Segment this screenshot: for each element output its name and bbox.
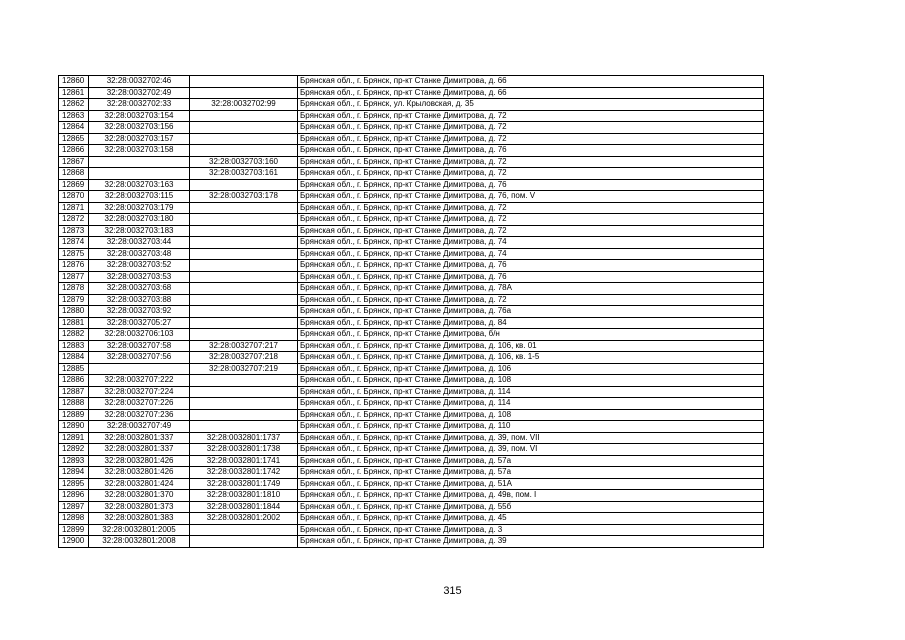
row-number-cell: 12865 <box>59 133 89 145</box>
address-cell: Брянская обл., г. Брянск, пр-кт Станке Димитрова, д. 76 <box>298 260 764 272</box>
table-row <box>59 99 764 111</box>
table-row <box>59 352 764 364</box>
address-cell: Брянская обл., г. Брянск, пр-кт Станке Димитрова, д. 45 <box>298 513 764 525</box>
cadastral-number-cell: 32:28:0032706:103 <box>89 329 190 341</box>
cadastral-number-cell: 32:28:0032703:53 <box>89 271 190 283</box>
table-row <box>59 237 764 249</box>
related-cadastral-number-cell <box>190 76 298 88</box>
cadastral-number-cell: 32:28:0032801:337 <box>89 444 190 456</box>
row-number-cell: 12898 <box>59 513 89 525</box>
cadastral-number-cell: 32:28:0032703:183 <box>89 225 190 237</box>
cadastral-number-cell: 32:28:0032707:56 <box>89 352 190 364</box>
related-cadastral-number-cell <box>190 524 298 536</box>
related-cadastral-number-cell <box>190 260 298 272</box>
related-cadastral-number-cell <box>190 536 298 548</box>
related-cadastral-number-cell <box>190 329 298 341</box>
cadastral-number-cell: 32:28:0032707:224 <box>89 386 190 398</box>
table-row <box>59 363 764 375</box>
cadastral-number-cell: 32:28:0032707:236 <box>89 409 190 421</box>
row-number-cell: 12877 <box>59 271 89 283</box>
row-number-cell: 12867 <box>59 156 89 168</box>
row-number-cell: 12872 <box>59 214 89 226</box>
row-number-cell: 12880 <box>59 306 89 318</box>
address-cell: Брянская обл., г. Брянск, пр-кт Станке Димитрова, д. 76 <box>298 271 764 283</box>
address-cell: Брянская обл., г. Брянск, пр-кт Станке Димитрова, д. 72 <box>298 168 764 180</box>
table-row <box>59 524 764 536</box>
table-row <box>59 271 764 283</box>
row-number-cell: 12883 <box>59 340 89 352</box>
row-number-cell: 12900 <box>59 536 89 548</box>
cadastral-number-cell <box>89 363 190 375</box>
address-cell: Брянская обл., г. Брянск, пр-кт Станке Димитрова, д. 110 <box>298 421 764 433</box>
cadastral-number-cell: 32:28:0032801:424 <box>89 478 190 490</box>
cadastral-number-cell <box>89 168 190 180</box>
cadastral-number-cell: 32:28:0032703:115 <box>89 191 190 203</box>
table-row <box>59 191 764 203</box>
page-number: 315 <box>443 585 462 597</box>
table-row <box>59 145 764 157</box>
cadastral-number-cell: 32:28:0032707:49 <box>89 421 190 433</box>
table-row <box>59 409 764 421</box>
row-number-cell: 12881 <box>59 317 89 329</box>
row-number-cell: 12888 <box>59 398 89 410</box>
address-cell: Брянская обл., г. Брянск, пр-кт Станке Димитрова, д. 66 <box>298 76 764 88</box>
table-row <box>59 283 764 295</box>
table-row <box>59 202 764 214</box>
address-cell: Брянская обл., г. Брянск, пр-кт Станке Димитрова, д. 39 <box>298 536 764 548</box>
cadastral-number-cell: 32:28:0032801:373 <box>89 501 190 513</box>
row-number-cell: 12879 <box>59 294 89 306</box>
address-cell: Брянская обл., г. Брянск, пр-кт Станке Димитрова, д. 78А <box>298 283 764 295</box>
related-cadastral-number-cell <box>190 409 298 421</box>
related-cadastral-number-cell: 32:28:0032702:99 <box>190 99 298 111</box>
related-cadastral-number-cell <box>190 375 298 387</box>
related-cadastral-number-cell <box>190 110 298 122</box>
related-cadastral-number-cell <box>190 306 298 318</box>
cadastral-number-cell <box>89 156 190 168</box>
row-number-cell: 12873 <box>59 225 89 237</box>
address-cell: Брянская обл., г. Брянск, пр-кт Станке Димитрова, д. 76 <box>298 145 764 157</box>
table-row <box>59 513 764 525</box>
table-row <box>59 455 764 467</box>
row-number-cell: 12863 <box>59 110 89 122</box>
address-cell: Брянская обл., г. Брянск, пр-кт Станке Димитрова, д. 74 <box>298 248 764 260</box>
address-cell: Брянская обл., г. Брянск, пр-кт Станке Димитрова, д. 51А <box>298 478 764 490</box>
cadastral-number-cell: 32:28:0032703:68 <box>89 283 190 295</box>
cadastral-number-cell: 32:28:0032702:46 <box>89 76 190 88</box>
registry-table-body <box>59 76 764 548</box>
related-cadastral-number-cell <box>190 271 298 283</box>
address-cell: Брянская обл., г. Брянск, пр-кт Станке Димитрова, д. 72 <box>298 294 764 306</box>
address-cell: Брянская обл., г. Брянск, пр-кт Станке Димитрова, д. 72 <box>298 122 764 134</box>
address-cell: Брянская обл., г. Брянск, пр-кт Станке Димитрова, д. 72 <box>298 156 764 168</box>
related-cadastral-number-cell: 32:28:0032801:2002 <box>190 513 298 525</box>
related-cadastral-number-cell: 32:28:0032801:1749 <box>190 478 298 490</box>
table-row <box>59 214 764 226</box>
row-number-cell: 12876 <box>59 260 89 272</box>
cadastral-number-cell: 32:28:0032703:180 <box>89 214 190 226</box>
row-number-cell: 12895 <box>59 478 89 490</box>
cadastral-number-cell: 32:28:0032703:48 <box>89 248 190 260</box>
row-number-cell: 12875 <box>59 248 89 260</box>
cadastral-number-cell: 32:28:0032703:163 <box>89 179 190 191</box>
row-number-cell: 12899 <box>59 524 89 536</box>
cadastral-number-cell: 32:28:0032705:27 <box>89 317 190 329</box>
related-cadastral-number-cell: 32:28:0032801:1810 <box>190 490 298 502</box>
table-row <box>59 375 764 387</box>
cadastral-number-cell: 32:28:0032801:383 <box>89 513 190 525</box>
address-cell: Брянская обл., г. Брянск, пр-кт Станке Димитрова, д. 114 <box>298 386 764 398</box>
row-number-cell: 12861 <box>59 87 89 99</box>
address-cell: Брянская обл., г. Брянск, пр-кт Станке Димитрова, б/н <box>298 329 764 341</box>
address-cell: Брянская обл., г. Брянск, пр-кт Станке Димитрова, д. 106 <box>298 363 764 375</box>
cadastral-number-cell: 32:28:0032801:370 <box>89 490 190 502</box>
related-cadastral-number-cell <box>190 225 298 237</box>
table-row <box>59 110 764 122</box>
row-number-cell: 12885 <box>59 363 89 375</box>
address-cell: Брянская обл., г. Брянск, пр-кт Станке Димитрова, д. 72 <box>298 214 764 226</box>
row-number-cell: 12887 <box>59 386 89 398</box>
address-cell: Брянская обл., г. Брянск, пр-кт Станке Димитрова, д. 72 <box>298 202 764 214</box>
address-cell: Брянская обл., г. Брянск, ул. Крыловская, д. 35 <box>298 99 764 111</box>
row-number-cell: 12869 <box>59 179 89 191</box>
address-cell: Брянская обл., г. Брянск, пр-кт Станке Димитрова, д. 39, пом. VI <box>298 444 764 456</box>
related-cadastral-number-cell <box>190 398 298 410</box>
row-number-cell: 12896 <box>59 490 89 502</box>
cadastral-number-cell: 32:28:0032801:426 <box>89 467 190 479</box>
registry-table <box>58 75 764 548</box>
related-cadastral-number-cell <box>190 283 298 295</box>
address-cell: Брянская обл., г. Брянск, пр-кт Станке Димитрова, д. 106, кв. 1-5 <box>298 352 764 364</box>
cadastral-number-cell: 32:28:0032703:154 <box>89 110 190 122</box>
table-row <box>59 398 764 410</box>
cadastral-number-cell: 32:28:0032703:156 <box>89 122 190 134</box>
related-cadastral-number-cell: 32:28:0032801:1737 <box>190 432 298 444</box>
row-number-cell: 12874 <box>59 237 89 249</box>
address-cell: Брянская обл., г. Брянск, пр-кт Станке Димитрова, д. 72 <box>298 225 764 237</box>
cadastral-number-cell: 32:28:0032703:179 <box>89 202 190 214</box>
address-cell: Брянская обл., г. Брянск, пр-кт Станке Димитрова, д. 114 <box>298 398 764 410</box>
cadastral-number-cell: 32:28:0032801:2005 <box>89 524 190 536</box>
address-cell: Брянская обл., г. Брянск, пр-кт Станке Димитрова, д. 76, пом. V <box>298 191 764 203</box>
row-number-cell: 12871 <box>59 202 89 214</box>
cadastral-number-cell: 32:28:0032703:157 <box>89 133 190 145</box>
row-number-cell: 12866 <box>59 145 89 157</box>
address-cell: Брянская обл., г. Брянск, пр-кт Станке Димитрова, д. 39, пом. VII <box>298 432 764 444</box>
address-cell: Брянская обл., г. Брянск, пр-кт Станке Димитрова, д. 76а <box>298 306 764 318</box>
cadastral-number-cell: 32:28:0032703:44 <box>89 237 190 249</box>
address-cell: Брянская обл., г. Брянск, пр-кт Станке Димитрова, д. 66 <box>298 87 764 99</box>
row-number-cell: 12878 <box>59 283 89 295</box>
row-number-cell: 12892 <box>59 444 89 456</box>
cadastral-number-cell: 32:28:0032703:92 <box>89 306 190 318</box>
table-row <box>59 122 764 134</box>
address-cell: Брянская обл., г. Брянск, пр-кт Станке Димитрова, д. 72 <box>298 133 764 145</box>
table-row <box>59 432 764 444</box>
related-cadastral-number-cell <box>190 133 298 145</box>
table-row <box>59 340 764 352</box>
cadastral-number-cell: 32:28:0032801:2008 <box>89 536 190 548</box>
related-cadastral-number-cell: 32:28:0032801:1738 <box>190 444 298 456</box>
related-cadastral-number-cell: 32:28:0032801:1741 <box>190 455 298 467</box>
related-cadastral-number-cell: 32:28:0032703:160 <box>190 156 298 168</box>
table-row <box>59 179 764 191</box>
table-row <box>59 133 764 145</box>
table-row <box>59 156 764 168</box>
related-cadastral-number-cell: 32:28:0032707:219 <box>190 363 298 375</box>
cadastral-number-cell: 32:28:0032707:222 <box>89 375 190 387</box>
table-row <box>59 421 764 433</box>
related-cadastral-number-cell <box>190 87 298 99</box>
row-number-cell: 12864 <box>59 122 89 134</box>
address-cell: Брянская обл., г. Брянск, пр-кт Станке Димитрова, д. 106, кв. 01 <box>298 340 764 352</box>
table-row <box>59 386 764 398</box>
table-row <box>59 76 764 88</box>
table-row <box>59 248 764 260</box>
address-cell: Брянская обл., г. Брянск, пр-кт Станке Димитрова, д. 55б <box>298 501 764 513</box>
row-number-cell: 12882 <box>59 329 89 341</box>
related-cadastral-number-cell <box>190 386 298 398</box>
table-row <box>59 317 764 329</box>
table-row <box>59 168 764 180</box>
row-number-cell: 12884 <box>59 352 89 364</box>
related-cadastral-number-cell: 32:28:0032703:178 <box>190 191 298 203</box>
row-number-cell: 12862 <box>59 99 89 111</box>
address-cell: Брянская обл., г. Брянск, пр-кт Станке Димитрова, д. 72 <box>298 110 764 122</box>
address-cell: Брянская обл., г. Брянск, пр-кт Станке Димитрова, д. 57а <box>298 455 764 467</box>
cadastral-number-cell: 32:28:0032703:52 <box>89 260 190 272</box>
row-number-cell: 12860 <box>59 76 89 88</box>
row-number-cell: 12889 <box>59 409 89 421</box>
related-cadastral-number-cell: 32:28:0032707:217 <box>190 340 298 352</box>
address-cell: Брянская обл., г. Брянск, пр-кт Станке Димитрова, д. 3 <box>298 524 764 536</box>
row-number-cell: 12886 <box>59 375 89 387</box>
table-row <box>59 306 764 318</box>
table-row <box>59 294 764 306</box>
address-cell: Брянская обл., г. Брянск, пр-кт Станке Димитрова, д. 74 <box>298 237 764 249</box>
row-number-cell: 12890 <box>59 421 89 433</box>
cadastral-number-cell: 32:28:0032702:49 <box>89 87 190 99</box>
cadastral-number-cell: 32:28:0032707:226 <box>89 398 190 410</box>
address-cell: Брянская обл., г. Брянск, пр-кт Станке Димитрова, д. 108 <box>298 375 764 387</box>
address-cell: Брянская обл., г. Брянск, пр-кт Станке Димитрова, д. 84 <box>298 317 764 329</box>
row-number-cell: 12870 <box>59 191 89 203</box>
table-row <box>59 467 764 479</box>
related-cadastral-number-cell <box>190 179 298 191</box>
related-cadastral-number-cell: 32:28:0032801:1742 <box>190 467 298 479</box>
cadastral-number-cell: 32:28:0032703:88 <box>89 294 190 306</box>
related-cadastral-number-cell <box>190 317 298 329</box>
table-row <box>59 444 764 456</box>
table-row <box>59 501 764 513</box>
related-cadastral-number-cell <box>190 294 298 306</box>
address-cell: Брянская обл., г. Брянск, пр-кт Станке Димитрова, д. 76 <box>298 179 764 191</box>
row-number-cell: 12894 <box>59 467 89 479</box>
related-cadastral-number-cell <box>190 421 298 433</box>
row-number-cell: 12897 <box>59 501 89 513</box>
related-cadastral-number-cell <box>190 237 298 249</box>
row-number-cell: 12893 <box>59 455 89 467</box>
table-row <box>59 87 764 99</box>
cadastral-number-cell: 32:28:0032703:158 <box>89 145 190 157</box>
row-number-cell: 12891 <box>59 432 89 444</box>
row-number-cell: 12868 <box>59 168 89 180</box>
cadastral-number-cell: 32:28:0032707:58 <box>89 340 190 352</box>
related-cadastral-number-cell: 32:28:0032707:218 <box>190 352 298 364</box>
table-row <box>59 225 764 237</box>
table-row <box>59 490 764 502</box>
related-cadastral-number-cell <box>190 145 298 157</box>
cadastral-number-cell: 32:28:0032801:337 <box>89 432 190 444</box>
cadastral-number-cell: 32:28:0032801:426 <box>89 455 190 467</box>
table-row <box>59 536 764 548</box>
address-cell: Брянская обл., г. Брянск, пр-кт Станке Димитрова, д. 49в, пом. I <box>298 490 764 502</box>
table-row <box>59 329 764 341</box>
address-cell: Брянская обл., г. Брянск, пр-кт Станке Димитрова, д. 108 <box>298 409 764 421</box>
related-cadastral-number-cell: 32:28:0032801:1844 <box>190 501 298 513</box>
cadastral-number-cell: 32:28:0032702:33 <box>89 99 190 111</box>
related-cadastral-number-cell <box>190 202 298 214</box>
address-cell: Брянская обл., г. Брянск, пр-кт Станке Димитрова, д. 57а <box>298 467 764 479</box>
related-cadastral-number-cell <box>190 214 298 226</box>
related-cadastral-number-cell <box>190 122 298 134</box>
related-cadastral-number-cell <box>190 248 298 260</box>
table-row <box>59 478 764 490</box>
related-cadastral-number-cell: 32:28:0032703:161 <box>190 168 298 180</box>
table-row <box>59 260 764 272</box>
